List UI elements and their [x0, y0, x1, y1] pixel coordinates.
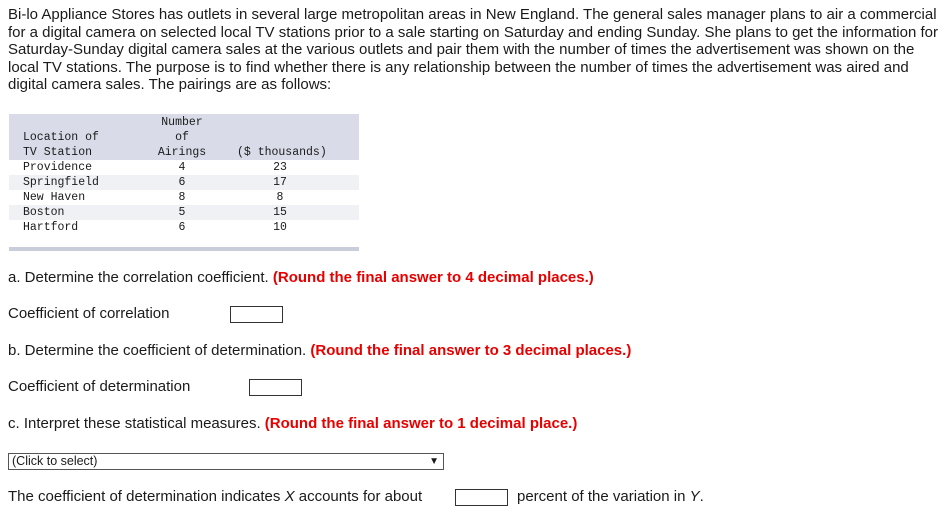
- header-location-line2: TV Station: [23, 146, 93, 159]
- x-variable: X: [284, 488, 295, 505]
- problem-statement: Bi-lo Appliance Stores has outlets in several large metropolitan areas in New England. The general sales manager plans to air a commercial for a digital camera on selected local TV stations prior to a sale starting on Saturday and ending Sunday. She plans to get the information for Saturday-Sunday digital camera sales at the various outlets and pair them with the number of times the advertisement was shown on the local TV stations. The purpose is to find whether there is any relationship between the number of times the advertisement was aired and digital camera sales. The pairings are as follows:: [8, 6, 938, 94]
- cell-airings: 6: [178, 221, 186, 234]
- sentence-start: The coefficient of determination indicates: [8, 488, 285, 505]
- header-location-line1: Location of: [23, 131, 99, 144]
- header-airings-line3: Airings: [157, 146, 207, 159]
- question-b-text: b. Determine the coefficient of determination.: [8, 342, 307, 359]
- interpretation-sentence: [8, 488, 422, 505]
- cell-airings: 6: [178, 176, 186, 189]
- table-bottom-border: [9, 247, 359, 251]
- question-b: [8, 342, 631, 359]
- y-variable: Y: [689, 488, 700, 505]
- table-row: [9, 190, 359, 205]
- cell-airings: 5: [178, 206, 186, 219]
- chevron-down-icon: ▼: [429, 456, 439, 467]
- header-sales: ($ thousands): [237, 146, 327, 159]
- sentence-period: .: [699, 488, 704, 505]
- determination-label: Coefficient of determination: [8, 378, 191, 395]
- question-b-note: (Round the final answer to 3 decimal places.): [310, 342, 632, 359]
- table-row: [9, 220, 359, 235]
- question-c-note: (Round the final answer to 1 decimal place.): [264, 415, 578, 432]
- cell-location: Providence: [23, 161, 93, 174]
- correlation-label: Coefficient of correlation: [8, 305, 170, 322]
- table-row: [9, 175, 359, 190]
- determination-input[interactable]: [249, 379, 302, 396]
- cell-location: Hartford: [23, 221, 79, 234]
- question-a: [8, 269, 594, 286]
- cell-location: Boston: [23, 206, 65, 219]
- table-row: [9, 205, 359, 220]
- cell-airings: 4: [178, 161, 186, 174]
- percent-input[interactable]: [455, 489, 508, 506]
- question-a-text: a. Determine the correlation coefficient.: [8, 269, 269, 286]
- sentence-end: percent of the variation in: [517, 488, 690, 505]
- cell-location: Springfield: [23, 176, 99, 189]
- interpretation-select[interactable]: [8, 453, 444, 470]
- table-row: [9, 160, 359, 175]
- sentence-mid: accounts for about: [294, 488, 423, 505]
- header-airings-line2: of: [175, 131, 189, 144]
- interpretation-sentence-end: [517, 488, 704, 505]
- cell-sales: 23: [273, 161, 287, 174]
- select-value: (Click to select): [12, 454, 98, 468]
- cell-sales: 17: [273, 176, 287, 189]
- correlation-input[interactable]: [230, 306, 283, 323]
- header-airings-line1: Number: [161, 116, 203, 129]
- data-table: [9, 114, 359, 251]
- question-a-note: (Round the final answer to 4 decimal places.): [272, 269, 594, 286]
- question-c: [8, 415, 577, 432]
- cell-sales: 8: [276, 191, 284, 204]
- cell-sales: 15: [273, 206, 287, 219]
- question-c-text: c. Interpret these statistical measures.: [8, 415, 261, 432]
- cell-airings: 8: [178, 191, 186, 204]
- cell-location: New Haven: [23, 191, 86, 204]
- cell-sales: 10: [273, 221, 287, 234]
- table-header: [9, 114, 359, 160]
